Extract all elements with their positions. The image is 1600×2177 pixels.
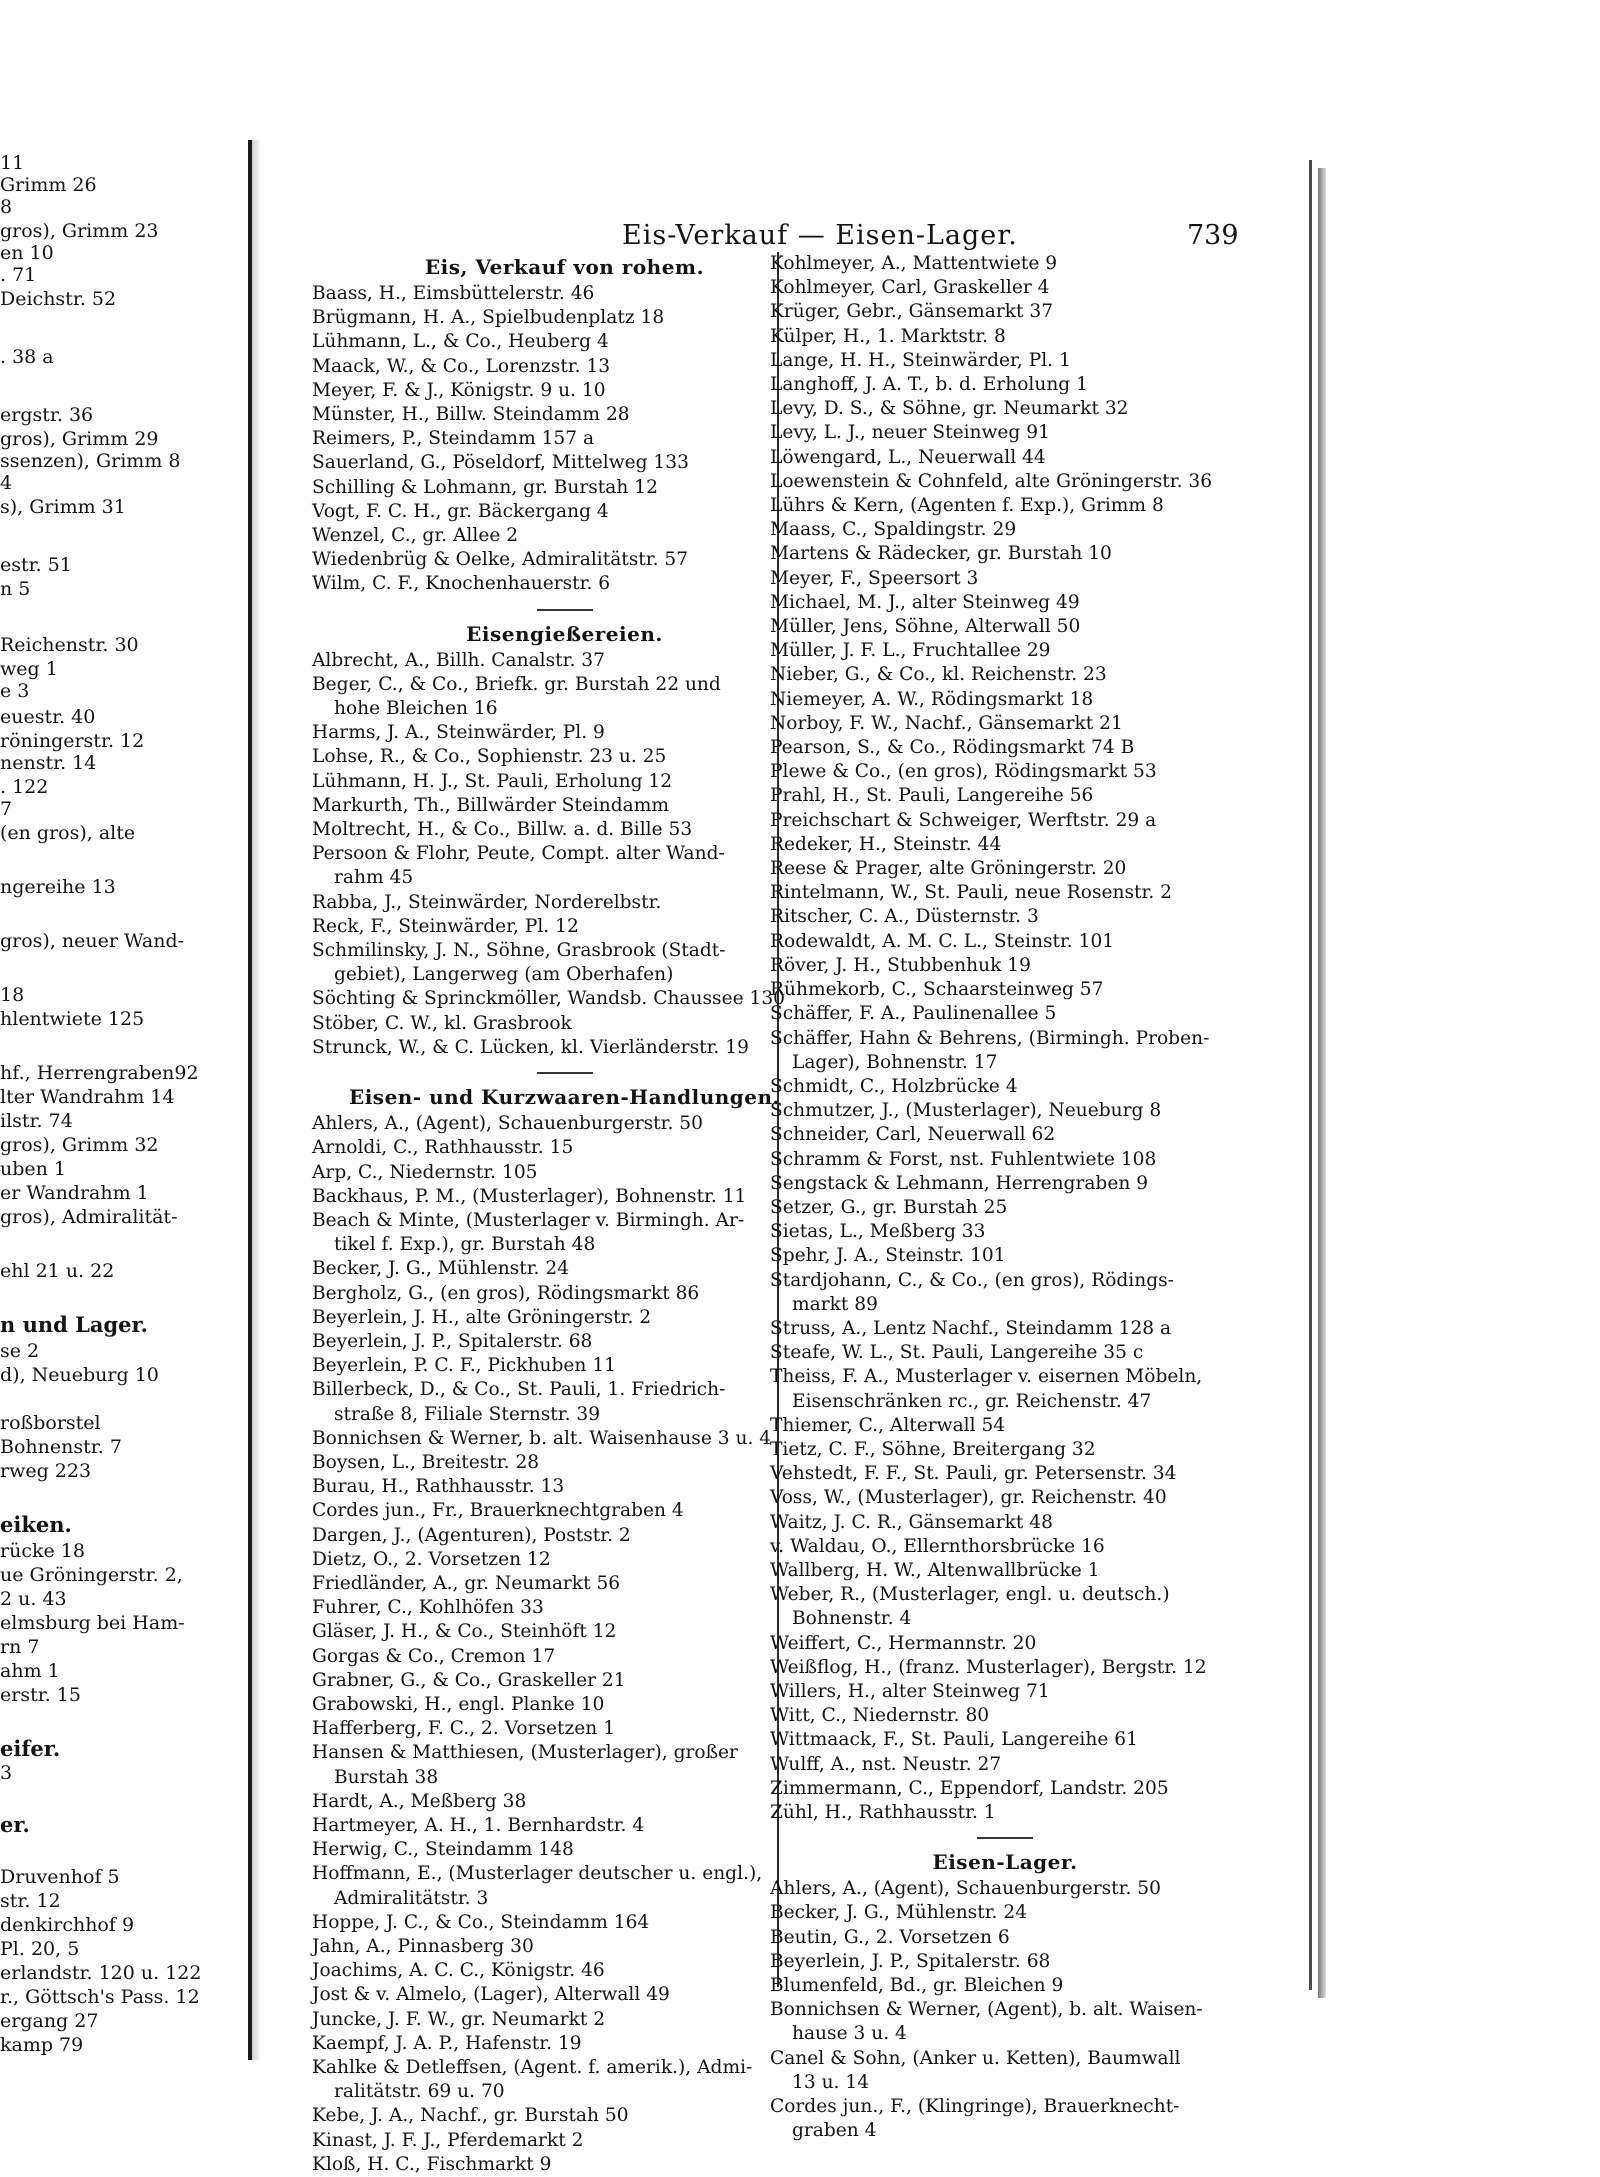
directory-entry: Wilm, C. F., Knochenhauerstr. 6 — [312, 573, 611, 595]
left-page-line: kamp 79 — [0, 2034, 84, 2056]
left-page-line: 11 — [0, 152, 25, 174]
directory-entry: Ahlers, A., (Agent), Schauenburgerstr. 50 — [770, 1878, 1161, 1900]
directory-entry-continuation: Admiralitätstr. 3 — [334, 1887, 489, 1909]
directory-entry: Kinast, J. F. J., Pferdemarkt 2 — [312, 2129, 584, 2151]
directory-entry: Bonnichsen & Werner, b. alt. Waisenhause 3 u. 4 — [312, 1427, 772, 1449]
directory-entry: Steafe, W. L., St. Pauli, Langereihe 35 c — [770, 1342, 1144, 1364]
directory-entry: Dietz, O., 2. Vorsetzen 12 — [312, 1548, 551, 1570]
page-number: 739 — [1187, 220, 1239, 251]
directory-entry: Reese & Prager, alte Gröningerstr. 20 — [770, 858, 1127, 880]
left-page-line: rn 7 — [0, 1636, 40, 1658]
section-separator — [537, 609, 593, 611]
directory-entry: Schäffer, F. A., Paulinenallee 5 — [770, 1003, 1057, 1025]
directory-entry: Friedländer, A., gr. Neumarkt 56 — [312, 1572, 621, 1594]
left-page-line: gros), Grimm 32 — [0, 1134, 159, 1156]
left-page-line: Bohnenstr. 7 — [0, 1436, 122, 1458]
directory-entry: Weißflog, H., (franz. Musterlager), Bergstr. 12 — [770, 1656, 1207, 1678]
directory-entry: Jost & v. Almelo, (Lager), Alterwall 49 — [312, 1984, 670, 2006]
directory-entry: Weber, R., (Musterlager, engl. u. deutsch.) — [770, 1584, 1170, 1606]
left-page-line: 3 — [0, 1762, 13, 1784]
directory-entry: Wulff, A., nst. Neustr. 27 — [770, 1753, 1002, 1775]
running-header: Eis-Verkauf — Eisen-Lager. — [622, 220, 1018, 251]
left-page-line: Druvenhof 5 — [0, 1866, 120, 1888]
directory-entry: Backhaus, P. M., (Musterlager), Bohnenstr. 11 — [312, 1185, 747, 1207]
directory-entry: Arnoldi, C., Rathhausstr. 15 — [312, 1137, 574, 1159]
directory-entry: Lührs & Kern, (Agenten f. Exp.), Grimm 8 — [770, 495, 1164, 517]
directory-entry: Jahn, A., Pinnasberg 30 — [312, 1936, 534, 1957]
left-page-line: str. 12 — [0, 1890, 61, 1912]
left-page-line: röningerstr. 12 — [0, 730, 145, 752]
directory-entry-continuation: ralitätstr. 69 u. 70 — [334, 2081, 505, 2103]
directory-entry: Reck, F., Steinwärder, Pl. 12 — [312, 915, 579, 937]
left-page-line: ue Gröningerstr. 2, — [0, 1564, 183, 1586]
directory-entry: Juncke, J. F. W., gr. Neumarkt 2 — [312, 2008, 606, 2030]
directory-entry: Vogt, F. C. H., gr. Bäckergang 4 — [312, 500, 609, 522]
directory-entry: Beger, C., & Co., Briefk. gr. Burstah 22 und — [312, 673, 721, 695]
directory-entry: Harms, J. A., Steinwärder, Pl. 9 — [312, 722, 605, 744]
directory-entry-continuation: graben 4 — [792, 2120, 877, 2142]
directory-entry-continuation: markt 89 — [792, 1293, 878, 1315]
directory-entry: Cordes jun., Fr., Brauerknechtgraben 4 — [312, 1500, 684, 1522]
directory-entry: Struss, A., Lentz Nachf., Steindamm 128 a — [770, 1317, 1172, 1339]
left-page-line: (en gros), alte — [0, 822, 136, 844]
directory-entry: Herwig, C., Steindamm 148 — [312, 1839, 574, 1861]
directory-entry: Rabba, J., Steinwärder, Norderelbstr. — [312, 891, 662, 913]
directory-entry: Schmutzer, J., (Musterlager), Neueburg 8 — [770, 1100, 1162, 1122]
directory-entry: Norboy, F. W., Nachf., Gänsemarkt 21 — [770, 712, 1123, 734]
left-page-line: Grimm 26 — [0, 174, 97, 196]
directory-entry: Rodewaldt, A. M. C. L., Steinstr. 101 — [770, 930, 1115, 952]
directory-entry: Waitz, J. C. R., Gänsemarkt 48 — [770, 1511, 1053, 1533]
directory-entry: Billerbeck, D., & Co., St. Pauli, 1. Friedrich- — [312, 1379, 726, 1401]
directory-entry: Wallberg, H. W., Altenwallbrücke 1 — [770, 1559, 1100, 1581]
directory-entry: Ahlers, A., (Agent), Schauenburgerstr. 50 — [312, 1113, 703, 1135]
directory-entry: Persoon & Flohr, Peute, Compt. alter Wand- — [312, 843, 725, 865]
directory-entry: Sauerland, G., Pöseldorf, Mittelweg 133 — [312, 452, 689, 474]
directory-entry: Bergholz, G., (en gros), Rödingsmarkt 86 — [312, 1282, 700, 1304]
right-page — [262, 160, 1312, 2175]
directory-entry: Krüger, Gebr., Gänsemarkt 37 — [770, 301, 1054, 323]
directory-entry: Levy, L. J., neuer Steinweg 91 — [770, 422, 1050, 444]
directory-entry: Redeker, H., Steinstr. 44 — [770, 833, 1002, 855]
directory-entry: Maass, C., Spaldingstr. 29 — [770, 519, 1017, 541]
directory-entry-continuation: Lager), Bohnenstr. 17 — [792, 1051, 998, 1073]
directory-entry-continuation: gebiet), Langerweg (am Oberhafen) — [334, 964, 674, 986]
directory-entry-continuation: Bohnenstr. 4 — [792, 1608, 912, 1630]
directory-entry-continuation: hause 3 u. 4 — [792, 2023, 907, 2045]
directory-entry: Albrecht, A., Billh. Canalstr. 37 — [312, 649, 605, 671]
directory-entry: Kloß, H. C., Fischmarkt 9 — [312, 2153, 552, 2175]
left-page-line: e 3 — [0, 680, 30, 702]
left-page-line: d), Neueburg 10 — [0, 1364, 159, 1386]
directory-entry: Beyerlein, P. C. F., Pickhuben 11 — [312, 1355, 616, 1377]
directory-entry: Grabner, G., & Co., Graskeller 21 — [312, 1669, 626, 1691]
left-page-line: n 5 — [0, 578, 31, 600]
left-page-line: elmsburg bei Ham- — [0, 1612, 185, 1634]
left-page-line: er. — [0, 1812, 30, 1837]
directory-entry: Kaempf, J. A. P., Hafenstr. 19 — [312, 2032, 582, 2054]
directory-entry: Sengstack & Lehmann, Herrengraben 9 — [770, 1172, 1149, 1194]
directory-entry: Voss, W., (Musterlager), gr. Reichenstr. 40 — [770, 1487, 1167, 1509]
left-page-line: Reichenstr. 30 — [0, 634, 139, 656]
directory-entry: Meyer, F. & J., Königstr. 9 u. 10 — [312, 379, 606, 401]
directory-entry: Reimers, P., Steindamm 157 a — [312, 428, 595, 450]
directory-entry: Meyer, F., Speersort 3 — [770, 567, 979, 589]
directory-entry: Bonnichsen & Werner, (Agent), b. alt. Waisen- — [770, 1999, 1203, 2021]
left-page-line: 8 — [0, 196, 13, 218]
left-page-line: euestr. 40 — [0, 706, 96, 728]
left-page-line: Deichstr. 52 — [0, 288, 117, 310]
directory-entry: Schneider, Carl, Neuerwall 62 — [770, 1124, 1056, 1146]
directory-entry: Zimmermann, C., Eppendorf, Landstr. 205 — [770, 1777, 1169, 1799]
directory-entry: Arp, C., Niedernstr. 105 — [312, 1161, 538, 1183]
directory-entry: Brügmann, H. A., Spielbudenplatz 18 — [312, 307, 665, 329]
directory-entry: Spehr, J. A., Steinstr. 101 — [770, 1245, 1006, 1267]
directory-entry: Beach & Minte, (Musterlager v. Birmingh. Ar- — [312, 1209, 745, 1231]
left-page-line: . 38 a — [0, 346, 54, 368]
directory-entry: Prahl, H., St. Pauli, Langereihe 56 — [770, 785, 1094, 807]
directory-entry: Röver, J. H., Stubbenhuk 19 — [770, 954, 1031, 976]
directory-entry-continuation: straße 8, Filiale Sternstr. 39 — [334, 1403, 601, 1425]
column-left — [312, 252, 817, 2177]
left-page-line: ngereihe 13 — [0, 876, 116, 898]
directory-entry: Kohlmeyer, Carl, Graskeller 4 — [770, 277, 1050, 299]
directory-entry: Söchting & Sprinckmöller, Wandsb. Chaussee 130 — [312, 988, 785, 1010]
directory-entry: Fuhrer, C., Kohlhöfen 33 — [312, 1597, 544, 1619]
left-page-line: en 10 — [0, 242, 54, 264]
page-edge — [1318, 168, 1326, 1998]
directory-entry: Cordes jun., F., (Klingringe), Brauerknecht- — [770, 2096, 1180, 2118]
directory-entry: Tietz, C. F., Söhne, Breitergang 32 — [770, 1438, 1096, 1460]
left-page-line: eiken. — [0, 1512, 72, 1537]
directory-entry: Ritscher, C. A., Düsternstr. 3 — [770, 906, 1039, 928]
directory-entry: Sietas, L., Meßberg 33 — [770, 1221, 986, 1243]
left-page-line: rücke 18 — [0, 1540, 85, 1562]
directory-entry: Külper, H., 1. Marktstr. 8 — [770, 325, 1006, 347]
left-page-line: ehl 21 u. 22 — [0, 1260, 115, 1282]
directory-entry-continuation: Burstah 38 — [334, 1766, 439, 1788]
left-page-line: ilstr. 74 — [0, 1110, 73, 1132]
directory-entry: Schilling & Lohmann, gr. Burstah 12 — [312, 476, 658, 498]
left-page-line: n und Lager. — [0, 1312, 148, 1337]
directory-entry: Lühmann, H. J., St. Pauli, Erholung 12 — [312, 770, 673, 792]
directory-entry: Burau, H., Rathhausstr. 13 — [312, 1476, 565, 1498]
directory-entry: Hartmeyer, A. H., 1. Bernhardstr. 4 — [312, 1814, 645, 1836]
left-page-line: ssenzen), Grimm 8 — [0, 450, 181, 472]
directory-entry: Dargen, J., (Agenturen), Poststr. 2 — [312, 1524, 631, 1546]
section-separator — [537, 1072, 593, 1074]
directory-entry: Müller, Jens, Söhne, Alterwall 50 — [770, 616, 1081, 638]
directory-entry: Schmilinsky, J. N., Söhne, Grasbrook (Stadt- — [312, 940, 726, 962]
left-page-line: erlandstr. 120 u. 122 — [0, 1962, 202, 1984]
directory-entry: Setzer, G., gr. Burstah 25 — [770, 1196, 1008, 1218]
left-page-line: gros), neuer Wand- — [0, 930, 185, 952]
section-separator — [977, 1837, 1033, 1839]
left-page-fragment — [0, 150, 245, 2056]
directory-entry: Becker, J. G., Mühlenstr. 24 — [312, 1258, 570, 1280]
directory-entry: Rintelmann, W., St. Pauli, neue Rosenstr. 2 — [770, 882, 1172, 904]
directory-entry: Beutin, G., 2. Vorsetzen 6 — [770, 1926, 1010, 1948]
directory-entry: Gorgas & Co., Cremon 17 — [312, 1645, 556, 1667]
directory-entry: Hoffmann, E., (Musterlager deutscher u. engl.), — [312, 1863, 763, 1885]
left-page-line: Pl. 20, 5 — [0, 1938, 80, 1960]
directory-entry: Strunck, W., & C. Lücken, kl. Vierländerstr. 19 — [312, 1036, 749, 1058]
directory-entry-continuation: Eisenschränken rc., gr. Reichenstr. 47 — [792, 1390, 1152, 1412]
left-page-line: weg 1 — [0, 658, 58, 680]
directory-entry: Löwengard, L., Neuerwall 44 — [770, 446, 1046, 468]
directory-entry: Joachims, A. C. C., Königstr. 46 — [312, 1960, 605, 1982]
left-page-line: uben 1 — [0, 1158, 67, 1180]
directory-entry: Schramm & Forst, nst. Fuhlentwiete 108 — [770, 1148, 1157, 1170]
left-page-line: gros), Admiralität- — [0, 1206, 178, 1228]
directory-entry: Wenzel, C., gr. Allee 2 — [312, 525, 519, 547]
directory-entry: Grabowski, H., engl. Planke 10 — [312, 1693, 605, 1715]
directory-entry: Hardt, A., Meßberg 38 — [312, 1790, 527, 1812]
directory-entry: Schäffer, Hahn & Behrens, (Birmingh. Proben- — [770, 1027, 1210, 1049]
directory-entry: Plewe & Co., (en gros), Rödingsmarkt 53 — [770, 761, 1157, 783]
directory-entry: Wittmaack, F., St. Pauli, Langereihe 61 — [770, 1729, 1138, 1751]
left-page-line: erstr. 15 — [0, 1684, 81, 1706]
left-page-line: hf., Herrengraben92 — [0, 1062, 199, 1084]
directory-entry: Beyerlein, J. P., Spitalerstr. 68 — [770, 1950, 1051, 1972]
directory-entry: Gläser, J. H., & Co., Steinhöft 12 — [312, 1621, 617, 1643]
left-page-line: rweg 223 — [0, 1460, 92, 1482]
directory-entry: Lohse, R., & Co., Sophienstr. 23 u. 25 — [312, 746, 667, 768]
directory-entry: Kahlke & Detleffsen, (Agent. f. amerik.), Admi- — [312, 2057, 753, 2079]
directory-entry: Lange, H. H., Steinwärder, Pl. 1 — [770, 349, 1071, 371]
directory-entry: Vehstedt, F. F., St. Pauli, gr. Petersenstr. 34 — [770, 1463, 1177, 1485]
directory-entry: Beyerlein, J. H., alte Gröningerstr. 2 — [312, 1306, 652, 1328]
directory-entry: Preichschart & Schweiger, Werftstr. 29 a — [770, 809, 1157, 831]
directory-entry: Becker, J. G., Mühlenstr. 24 — [770, 1902, 1028, 1924]
directory-entry-continuation: 13 u. 14 — [792, 2071, 870, 2093]
left-page-line: eifer. — [0, 1736, 61, 1761]
left-page-line: 2 u. 43 — [0, 1588, 67, 1610]
directory-entry: Canel & Sohn, (Anker u. Ketten), Baumwall — [770, 2047, 1181, 2069]
left-page-line: 7 — [0, 798, 13, 820]
directory-entry: Markurth, Th., Billwärder Steindamm — [312, 794, 670, 816]
column-right — [770, 252, 1240, 2143]
section-heading: Eisengießereien. — [466, 621, 663, 646]
left-page-line: nenstr. 14 — [0, 752, 97, 774]
directory-entry: Niemeyer, A. W., Rödingsmarkt 18 — [770, 688, 1094, 710]
directory-entry: Beyerlein, J. P., Spitalerstr. 68 — [312, 1330, 593, 1352]
left-page-line: estr. 51 — [0, 554, 72, 576]
directory-entry: Stöber, C. W., kl. Grasbrook — [312, 1012, 572, 1034]
directory-entry: v. Waldau, O., Ellernthorsbrücke 16 — [770, 1535, 1105, 1557]
left-page-line: denkirchhof 9 — [0, 1914, 135, 1936]
directory-entry: Theiss, F. A., Musterlager v. eisernen Möbeln, — [770, 1366, 1203, 1388]
directory-entry: Hansen & Matthiesen, (Musterlager), großer — [312, 1742, 738, 1764]
left-page-line: ahm 1 — [0, 1660, 60, 1682]
directory-entry: Schmidt, C., Holzbrücke 4 — [770, 1075, 1018, 1097]
left-page-line: ergang 27 — [0, 2010, 99, 2032]
left-page-line: er Wandrahm 1 — [0, 1182, 149, 1204]
section-heading: Eisen- und Kurzwaaren-Handlungen. — [348, 1085, 781, 1110]
left-page-line: 4 — [0, 472, 13, 494]
directory-entry-continuation: rahm 45 — [334, 867, 414, 889]
directory-entry: Weiffert, C., Hermannstr. 20 — [770, 1632, 1037, 1654]
directory-entry: Wiedenbrüg & Oelke, Admiralitätstr. 57 — [312, 549, 689, 571]
directory-entry: Loewenstein & Cohnfeld, alte Gröningerstr. 36 — [770, 470, 1213, 492]
directory-entry: Boysen, L., Breitestr. 28 — [312, 1451, 540, 1473]
directory-entry: Willers, H., alter Steinweg 71 — [770, 1680, 1050, 1702]
directory-entry: Hafferberg, F. C., 2. Vorsetzen 1 — [312, 1718, 616, 1740]
directory-entry: Pearson, S., & Co., Rödingsmarkt 74 B — [770, 737, 1135, 759]
left-page-line: gros), Grimm 29 — [0, 428, 159, 450]
directory-entry: Münster, H., Billw. Steindamm 28 — [312, 404, 630, 426]
directory-entry: Martens & Rädecker, gr. Burstah 10 — [770, 543, 1112, 565]
left-page-line: hlentwiete 125 — [0, 1008, 145, 1030]
directory-entry: Kebe, J. A., Nachf., gr. Burstah 50 — [312, 2105, 629, 2127]
directory-entry-continuation: hohe Bleichen 16 — [334, 698, 498, 720]
left-page-line: . 71 — [0, 264, 37, 286]
left-page-line: gros), Grimm 23 — [0, 220, 159, 242]
directory-entry: Müller, J. F. L., Fruchtallee 29 — [770, 640, 1051, 662]
left-page-line: ergstr. 36 — [0, 404, 94, 426]
directory-entry: Kohlmeyer, A., Mattentwiete 9 — [770, 253, 1058, 274]
directory-entry: Thiemer, C., Alterwall 54 — [770, 1414, 1006, 1436]
book-gutter — [248, 140, 260, 2060]
directory-entry: Hoppe, J. C., & Co., Steindamm 164 — [312, 1911, 650, 1933]
left-page-line: 18 — [0, 984, 25, 1006]
directory-entry: Witt, C., Niedernstr. 80 — [770, 1705, 990, 1727]
directory-entry: Blumenfeld, Bd., gr. Bleichen 9 — [770, 1975, 1064, 1997]
directory-entry-continuation: tikel f. Exp.), gr. Burstah 48 — [334, 1234, 596, 1256]
directory-entry: Nieber, G., & Co., kl. Reichenstr. 23 — [770, 664, 1107, 686]
directory-entry: Stardjohann, C., & Co., (en gros), Rödings- — [770, 1269, 1174, 1291]
left-page-line: roßborstel — [0, 1412, 101, 1434]
directory-entry: Baass, H., Eimsbüttelerstr. 46 — [312, 283, 595, 304]
directory-entry: Lühmann, L., & Co., Heuberg 4 — [312, 331, 609, 353]
directory-entry: Maack, W., & Co., Lorenzstr. 13 — [312, 355, 611, 377]
left-page-line: s), Grimm 31 — [0, 496, 126, 518]
left-page-line: . 122 — [0, 776, 49, 798]
section-heading: Eis, Verkauf von rohem. — [424, 255, 705, 279]
directory-entry: Michael, M. J., alter Steinweg 49 — [770, 591, 1080, 613]
left-page-line: se 2 — [0, 1340, 40, 1362]
section-heading: Eisen-Lager. — [932, 1850, 1078, 1875]
directory-entry: Langhoff, J. A. T., b. d. Erholung 1 — [770, 374, 1088, 396]
left-page-line: lter Wandrahm 14 — [0, 1086, 175, 1108]
directory-entry: Moltrecht, H., & Co., Billw. a. d. Bille 53 — [312, 819, 693, 841]
directory-entry: Rühmekorb, C., Schaarsteinweg 57 — [770, 979, 1104, 1001]
directory-entry: Levy, D. S., & Söhne, gr. Neumarkt 32 — [770, 398, 1129, 420]
directory-entry: Zühl, H., Rathhausstr. 1 — [770, 1802, 996, 1823]
left-page-line: r., Göttsch's Pass. 12 — [0, 1986, 200, 2008]
